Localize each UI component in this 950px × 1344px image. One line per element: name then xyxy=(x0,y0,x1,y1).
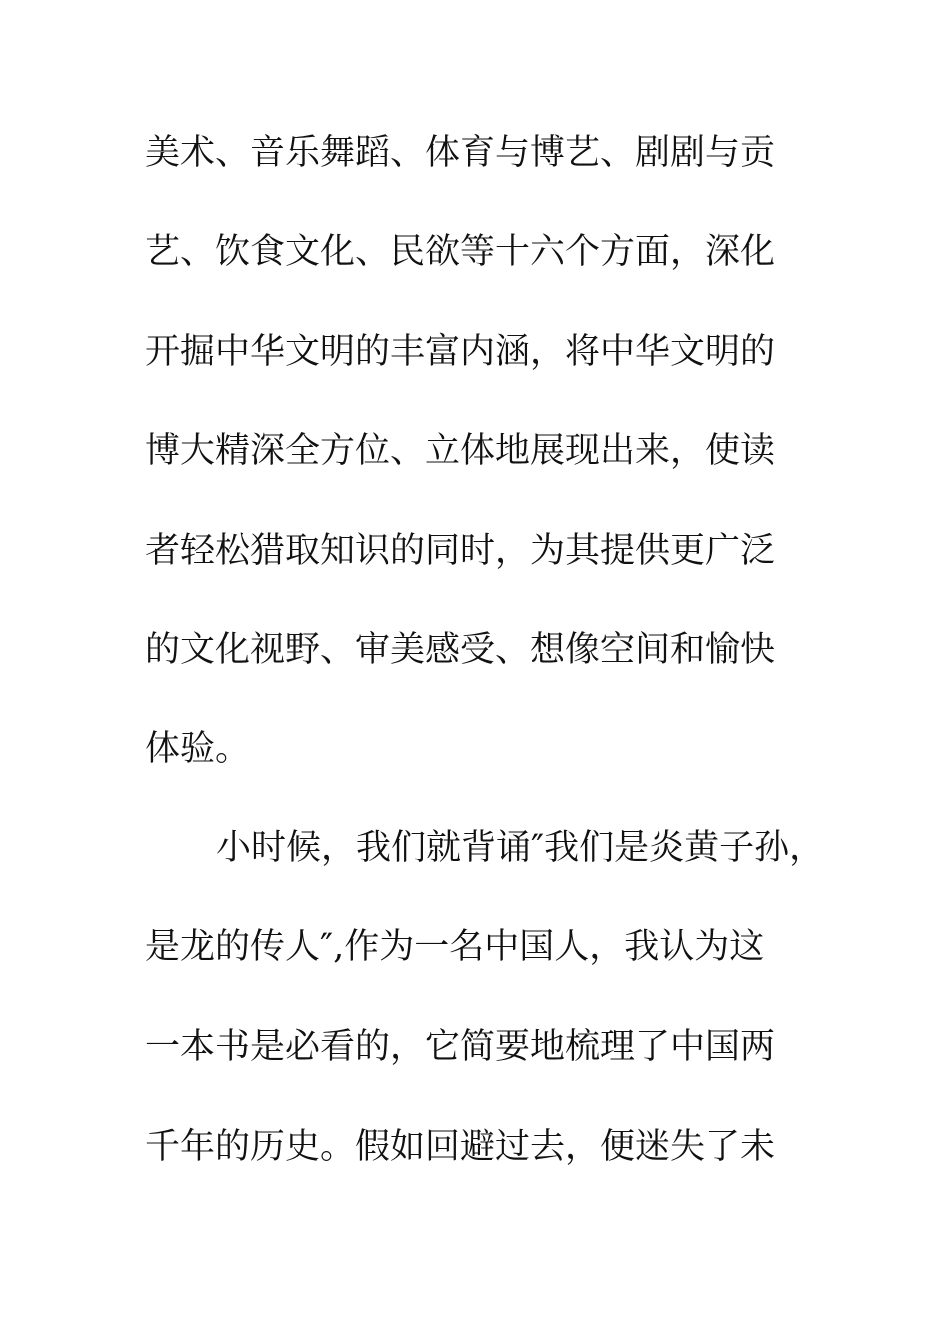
text-line: 的文化视野、审美感受、想像空间和愉快 xyxy=(145,630,776,670)
text-line: 一本书是必看的，它简要地梳理了中国两 xyxy=(145,1027,776,1067)
text-line: 是龙的传人″,作为一名中国人，我认为这 xyxy=(145,927,765,967)
text-line: 艺、饮食文化、民欲等十六个方面，深化 xyxy=(145,232,776,272)
text-line: 者轻松猎取知识的同时，为其提供更广泛 xyxy=(145,531,776,571)
text-line: 开掘中华文明的丰富内涵，将中华文明的 xyxy=(145,332,776,372)
text-line: 体验。 xyxy=(145,729,251,769)
text-line: 美术、音乐舞蹈、体育与博艺、剧剧与贡 xyxy=(145,133,776,173)
text-line: 小时候，我们就背诵″我们是炎黄子孙， xyxy=(216,828,825,868)
text-line: 博大精深全方位、立体地展现出来，使读 xyxy=(145,431,776,471)
text-line: 千年的历史。假如回避过去，便迷失了未 xyxy=(145,1127,776,1167)
